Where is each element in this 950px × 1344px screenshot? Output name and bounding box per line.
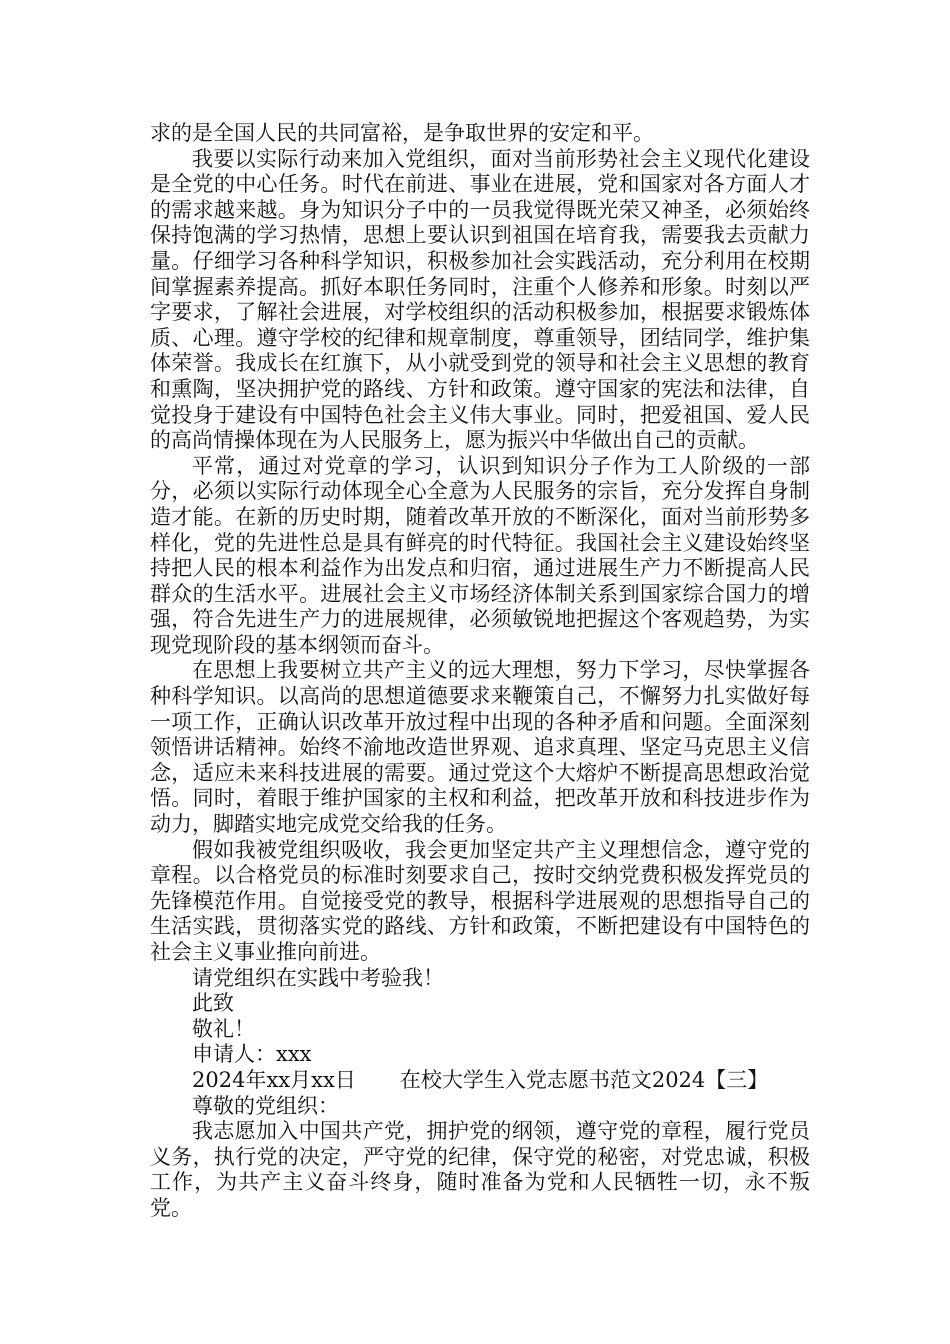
next-section-title: 在校大学生入党志愿书范文2024【三】 bbox=[399, 1067, 769, 1092]
date-and-next-title bbox=[150, 1068, 810, 1094]
paragraph-ideology: 在思想上我要树立共产主义的远大理想，努力下学习，尽快掌握各种科学知识。以高尚的思想道德要求来鞭策自己，不懈努力扎实做好每一项工作，正确认识改革开放过程中出现的各种矛盾和问题。全面深刻领悟讲话精神。始终不渝地改造世界观、追求真理、坚定马克思主义信念，适应未来科技进展的需要。通过党这个大熔炉不断提高思想政治觉悟。同时，着眼于维护国家的主权和利益，把改革开放和科技进步作为动力，脚踏实地完成党交给我的任务。 bbox=[150, 658, 810, 837]
paragraph-study: 平常，通过对党章的学习，认识到知识分子作为工人阶级的一部分，必须以实际行动体现全心全意为人民服务的宗旨，充分发挥自身制造才能。在新的历史时期，随着改革开放的不断深化，面对当前形势多样化，党的先进性总是具有鲜亮的时代特征。我国社会主义建设始终坚持把人民的根本利益作为出发点和归宿，通过进展生产力不断提高人民群众的生活水平。进展社会主义市场经济体制关系到国家综合国力的增强，符合先进生产力的进展规律，必须敏锐地把握这个客观趋势，为实现党现阶段的基本纲领而奋斗。 bbox=[150, 453, 810, 657]
paragraph-continuation: 求的是全国人民的共同富裕，是争取世界的安定和平。 bbox=[150, 121, 654, 145]
applicant-signature: 申请人：xxx bbox=[192, 1042, 312, 1067]
greeting: 尊敬的党组织： bbox=[192, 1093, 339, 1118]
date: 2024年xx月xx日 bbox=[192, 1067, 356, 1092]
document-page bbox=[150, 121, 810, 1222]
regards: 敬礼！ bbox=[192, 1016, 255, 1041]
closing-line: 请党组织在实践中考验我！ bbox=[192, 965, 444, 990]
paragraph-commitment: 假如我被党组织吸收，我会更加坚定共产主义理想信念，遵守党的章程。以合格党员的标准时刻要求自己，按时交纳党费积极发挥党员的先锋模范作用。自觉接受党的教导，根据科学进展观的思想指导自己的生活实践，贯彻落实党的路线、方针和政策，不断把建设有中国特色的社会主义事业推向前进。 bbox=[150, 837, 810, 964]
paragraph-action: 我要以实际行动来加入党组织，面对当前形势社会主义现代化建设是全党的中心任务。时代在前进、事业在进展，党和国家对各方面人才的需求越来越。身为知识分子中的一员我觉得既光荣又神圣，必须始终保持饱满的学习热情，思想上要认识到祖国在培育我，需要我去贡献力量。仔细学习各种科学知识，积极参加社会实践活动，充分利用在校期间掌握素养提高。抓好本职任务同时，注重个人修养和形象。时刻以严字要求，了解社会进展，对学校组织的活动积极参加，根据要求锻炼体质、心理。遵守学校的纪律和规章制度，尊重领导，团结同学，维护集体荣誉。我成长在红旗下，从小就受到党的领导和社会主义思想的教育和熏陶，坚决拥护党的路线、方针和政策。遵守国家的宪法和法律，自觉投身于建设有中国特色社会主义伟大事业。同时，把爱祖国、爱人民的高尚情操体现在为人民服务上，愿为振兴中华做出自己的贡献。 bbox=[150, 146, 810, 453]
paragraph-pledge: 我志愿加入中国共产党，拥护党的纲领，遵守党的章程，履行党员义务，执行党的决定，严守党的纪律，保守党的秘密，对党忠诚，积极工作，为共产主义奋斗终身，随时准备为党和人民牺牲一切，永不叛党。 bbox=[150, 1119, 810, 1220]
salutation: 此致 bbox=[192, 991, 234, 1016]
